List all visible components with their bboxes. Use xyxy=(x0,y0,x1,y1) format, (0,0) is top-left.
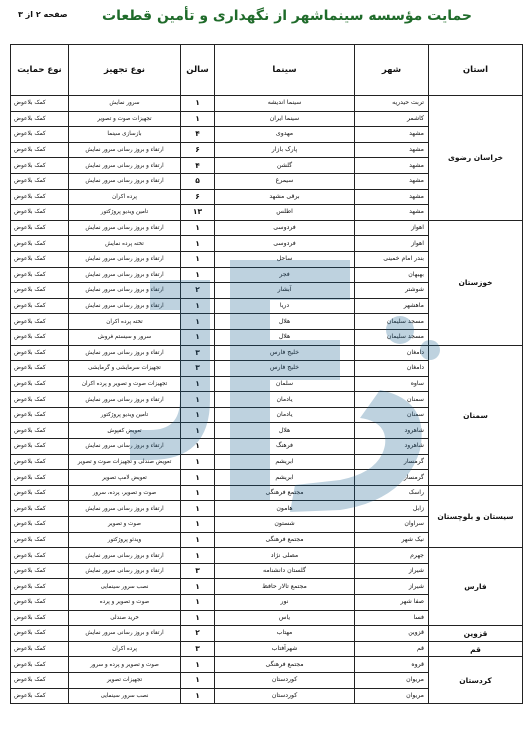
cell-cinema: شستون xyxy=(215,517,355,533)
cell-support: کمک بلاعوض xyxy=(11,345,69,361)
cell-support: کمک بلاعوض xyxy=(11,251,69,267)
cell-halls: ۶ xyxy=(181,142,215,158)
table-row xyxy=(11,641,523,657)
cell-city: سمنان xyxy=(355,407,429,423)
cell-cinema: ابریشم xyxy=(215,470,355,486)
cell-equipment: تعویض صندلی و تجهیزات صوت و تصویر xyxy=(69,454,181,470)
cell-province: سمنان xyxy=(429,345,523,485)
cell-support: کمک بلاعوض xyxy=(11,470,69,486)
cell-equipment: صوت و تصویر و پرده و سرور xyxy=(69,657,181,673)
cell-halls: ۱ xyxy=(181,439,215,455)
cell-support: کمک بلاعوض xyxy=(11,439,69,455)
table-row xyxy=(11,626,523,642)
cell-support: کمک بلاعوض xyxy=(11,142,69,158)
cell-equipment: ارتقاء و بروز رسانی سرور نمایش xyxy=(69,439,181,455)
cell-halls: ۱ xyxy=(181,407,215,423)
cell-halls: ۱ xyxy=(181,595,215,611)
cell-support: کمک بلاعوض xyxy=(11,610,69,626)
cell-halls: ۱۳ xyxy=(181,205,215,221)
cell-equipment: ویدئو پروژکتور xyxy=(69,532,181,548)
cell-halls: ۱ xyxy=(181,376,215,392)
cell-city: راسک xyxy=(355,485,429,501)
cell-support: کمک بلاعوض xyxy=(11,205,69,221)
cell-cinema: شهرآفتاب xyxy=(215,641,355,657)
cell-support: کمک بلاعوض xyxy=(11,657,69,673)
cell-city: سراوان xyxy=(355,517,429,533)
cell-support: کمک بلاعوض xyxy=(11,501,69,517)
cell-equipment: پرده اکران xyxy=(69,189,181,205)
cell-equipment: خرید صندلی xyxy=(69,610,181,626)
cell-halls: ۱ xyxy=(181,454,215,470)
cell-cinema: اطلس xyxy=(215,205,355,221)
cell-support: کمک بلاعوض xyxy=(11,189,69,205)
cell-city: ساوه xyxy=(355,376,429,392)
cell-province: خراسان رضوی xyxy=(429,96,523,221)
cell-equipment: سرور نمایش xyxy=(69,96,181,112)
cell-equipment: تعویض لامپ تصویر xyxy=(69,470,181,486)
page-number-label: صفحه ۲ از ۳ xyxy=(18,10,68,19)
cell-cinema: مجتمع تالار حافظ xyxy=(215,579,355,595)
cell-equipment: تجهیزات تصویر xyxy=(69,672,181,688)
table-row xyxy=(11,548,523,564)
cell-support: کمک بلاعوض xyxy=(11,127,69,143)
cell-equipment: ارتقاء و بروز رسانی سرور نمایش xyxy=(69,251,181,267)
cell-equipment: تعویض کفپوش xyxy=(69,423,181,439)
cell-equipment: صوت و تصویر و پرده xyxy=(69,595,181,611)
cell-cinema: فرهنگ xyxy=(215,439,355,455)
cell-support: کمک بلاعوض xyxy=(11,314,69,330)
cell-halls: ۱ xyxy=(181,688,215,704)
cell-equipment: نصب سرور سینمایی xyxy=(69,688,181,704)
cell-city: شاهرود xyxy=(355,423,429,439)
cell-equipment: تخته پرده نمایش xyxy=(69,236,181,252)
cell-city: فسا xyxy=(355,610,429,626)
cell-halls: ۱ xyxy=(181,392,215,408)
cell-city: قزوین xyxy=(355,626,429,642)
cell-cinema: کوردستان xyxy=(215,688,355,704)
cell-city: مشهد xyxy=(355,205,429,221)
cell-equipment: ارتقاء و بروز رسانی سرور نمایش xyxy=(69,501,181,517)
cell-equipment: ارتقاء و بروز رسانی سرور نمایش xyxy=(69,220,181,236)
cell-halls: ۵ xyxy=(181,173,215,189)
cell-cinema: خلیج فارس xyxy=(215,345,355,361)
table-row xyxy=(11,657,523,673)
cell-support: کمک بلاعوض xyxy=(11,485,69,501)
cell-cinema: مجتمع فرهنگی xyxy=(215,657,355,673)
cell-city: دامغان xyxy=(355,361,429,377)
cell-city: مسجد سلیمان xyxy=(355,329,429,345)
cell-city: مشهد xyxy=(355,127,429,143)
cell-halls: ۱ xyxy=(181,111,215,127)
cell-support: کمک بلاعوض xyxy=(11,407,69,423)
cell-cinema: نور xyxy=(215,595,355,611)
cell-city: شیراز xyxy=(355,579,429,595)
cell-support: کمک بلاعوض xyxy=(11,532,69,548)
cell-halls: ۶ xyxy=(181,189,215,205)
cell-city: مسجد سلیمان xyxy=(355,314,429,330)
cell-city: زابل xyxy=(355,501,429,517)
cinema-support-table xyxy=(10,44,523,704)
cell-halls: ۳ xyxy=(181,641,215,657)
cell-city: بندر امام خمینی xyxy=(355,251,429,267)
cell-support: کمک بلاعوض xyxy=(11,423,69,439)
cell-cinema: سیمرغ xyxy=(215,173,355,189)
table-row xyxy=(11,345,523,361)
cell-province: سیستان و بلوچستان xyxy=(429,485,523,547)
cell-equipment: نصب سرور سینمایی xyxy=(69,579,181,595)
cell-cinema: فجر xyxy=(215,267,355,283)
cell-support: کمک بلاعوض xyxy=(11,688,69,704)
cell-halls: ۱ xyxy=(181,610,215,626)
cell-cinema: گلشن xyxy=(215,158,355,174)
cell-city: شیراز xyxy=(355,563,429,579)
cell-city: مشهد xyxy=(355,142,429,158)
header-cinema: سینما xyxy=(215,45,355,96)
table-header-row xyxy=(11,45,523,96)
cell-province: خوزستان xyxy=(429,220,523,345)
header-halls: سالن xyxy=(181,45,215,96)
table-row xyxy=(11,485,523,501)
cell-cinema: سینما ایران xyxy=(215,111,355,127)
cell-halls: ۲ xyxy=(181,626,215,642)
cell-equipment: ارتقاء و بروز رسانی سرور نمایش xyxy=(69,345,181,361)
cell-halls: ۳ xyxy=(181,361,215,377)
cell-equipment: سرور و سیستم فروش xyxy=(69,329,181,345)
cell-halls: ۱ xyxy=(181,485,215,501)
cell-support: کمک بلاعوض xyxy=(11,283,69,299)
cell-city: اهواز xyxy=(355,236,429,252)
cell-halls: ۱ xyxy=(181,220,215,236)
cell-halls: ۱ xyxy=(181,657,215,673)
cell-city: قروه xyxy=(355,657,429,673)
cell-support: کمک بلاعوض xyxy=(11,361,69,377)
cell-halls: ۱ xyxy=(181,501,215,517)
cell-equipment: ارتقاء و بروز رسانی سرور نمایش xyxy=(69,173,181,189)
cell-city: نیک شهر xyxy=(355,532,429,548)
cell-city: مشهد xyxy=(355,158,429,174)
cell-halls: ۴ xyxy=(181,127,215,143)
cell-cinema: سلمان xyxy=(215,376,355,392)
cell-support: کمک بلاعوض xyxy=(11,329,69,345)
cell-city: مریوان xyxy=(355,688,429,704)
cell-cinema: هلال xyxy=(215,423,355,439)
cell-halls: ۱ xyxy=(181,672,215,688)
cell-equipment: تامین ویدیو پروژکتور xyxy=(69,407,181,423)
page-header xyxy=(0,0,530,44)
cell-equipment: ارتقاء و بروز رسانی سرور نمایش xyxy=(69,626,181,642)
cell-city: سمنان xyxy=(355,392,429,408)
cell-halls: ۱ xyxy=(181,548,215,564)
header-city: شهر xyxy=(355,45,429,96)
cell-support: کمک بلاعوض xyxy=(11,641,69,657)
cell-city: شاهرود xyxy=(355,439,429,455)
cell-support: کمک بلاعوض xyxy=(11,96,69,112)
cell-province: قم xyxy=(429,641,523,657)
cell-support: کمک بلاعوض xyxy=(11,595,69,611)
cell-city: شوشتر xyxy=(355,283,429,299)
cell-equipment: بازسازی سینما xyxy=(69,127,181,143)
cell-halls: ۱ xyxy=(181,470,215,486)
cell-cinema: مصلی نژاد xyxy=(215,548,355,564)
cell-support: کمک بلاعوض xyxy=(11,376,69,392)
cell-support: کمک بلاعوض xyxy=(11,517,69,533)
cell-cinema: هلال xyxy=(215,314,355,330)
cell-city: قم xyxy=(355,641,429,657)
cell-cinema: فردوسی xyxy=(215,220,355,236)
cell-city: کاشمر xyxy=(355,111,429,127)
cell-halls: ۴ xyxy=(181,158,215,174)
cell-halls: ۱ xyxy=(181,532,215,548)
cell-halls: ۱ xyxy=(181,96,215,112)
cell-equipment: ارتقاء و بروز رسانی سرور نمایش xyxy=(69,392,181,408)
table-body xyxy=(11,96,523,704)
cell-city: تربت حیدریه xyxy=(355,96,429,112)
cell-cinema: مجتمع فرهنگی xyxy=(215,532,355,548)
cell-equipment: ارتقاء و بروز رسانی سرور نمایش xyxy=(69,563,181,579)
cell-cinema: گلستان دانشنامه xyxy=(215,563,355,579)
cell-equipment: ارتقاء و بروز رسانی سرور نمایش xyxy=(69,142,181,158)
cell-support: کمک بلاعوض xyxy=(11,563,69,579)
cell-city: اهواز xyxy=(355,220,429,236)
cell-equipment: ارتقاء و بروز رسانی سرور نمایش xyxy=(69,158,181,174)
cell-halls: ۱ xyxy=(181,329,215,345)
cell-halls: ۳ xyxy=(181,563,215,579)
cell-province: فارس xyxy=(429,548,523,626)
cell-support: کمک بلاعوض xyxy=(11,626,69,642)
cell-cinema: خلیج فارس xyxy=(215,361,355,377)
cell-halls: ۱ xyxy=(181,314,215,330)
document-title: حمایت مؤسسه سینماشهر از نگهداری و تأمین قطعات xyxy=(102,8,472,24)
table-row xyxy=(11,220,523,236)
cell-cinema: پارک بازار xyxy=(215,142,355,158)
cell-cinema: سینما اندیشه xyxy=(215,96,355,112)
cell-city: دامغان xyxy=(355,345,429,361)
cell-cinema: مهتاب xyxy=(215,626,355,642)
cell-cinema: دریا xyxy=(215,298,355,314)
cell-halls: ۱ xyxy=(181,267,215,283)
cell-support: کمک بلاعوض xyxy=(11,220,69,236)
cell-cinema: یاس xyxy=(215,610,355,626)
cell-city: گرمسار xyxy=(355,470,429,486)
cell-equipment: ارتقاء و بروز رسانی سرور نمایش xyxy=(69,548,181,564)
cell-cinema: هلال xyxy=(215,329,355,345)
cell-cinema: مهدوی xyxy=(215,127,355,143)
cell-equipment: پرده اکران xyxy=(69,641,181,657)
header-support: نوع حمایت xyxy=(11,45,69,96)
cell-support: کمک بلاعوض xyxy=(11,236,69,252)
cell-equipment: ارتقاء و بروز رسانی سرور نمایش xyxy=(69,283,181,299)
cell-equipment: تجهیزات صوت و تصویر xyxy=(69,111,181,127)
cell-equipment: تامین ویدیو پروژکتور xyxy=(69,205,181,221)
cell-equipment: تخته پرده اکران xyxy=(69,314,181,330)
cell-halls: ۱ xyxy=(181,298,215,314)
cell-cinema: ابریشم xyxy=(215,454,355,470)
cell-cinema: یادمان xyxy=(215,392,355,408)
cell-city: مریوان xyxy=(355,672,429,688)
cell-halls: ۲ xyxy=(181,283,215,299)
cell-support: کمک بلاعوض xyxy=(11,173,69,189)
cell-halls: ۱ xyxy=(181,423,215,439)
cell-equipment: تجهیزات صوت و تصویر و پرده اکران xyxy=(69,376,181,392)
cell-support: کمک بلاعوض xyxy=(11,454,69,470)
cell-equipment: صوت و تصویر xyxy=(69,517,181,533)
cell-city: صفا شهر xyxy=(355,595,429,611)
cell-city: گرمسار xyxy=(355,454,429,470)
cell-cinema: یادمان xyxy=(215,407,355,423)
cell-support: کمک بلاعوض xyxy=(11,392,69,408)
cell-equipment: ارتقاء و بروز رسانی سرور نمایش xyxy=(69,267,181,283)
cell-support: کمک بلاعوض xyxy=(11,672,69,688)
header-equipment: نوع تجهیز xyxy=(69,45,181,96)
cell-cinema: برقی مشهد xyxy=(215,189,355,205)
cell-cinema: فردوسی xyxy=(215,236,355,252)
cell-province: قزوین xyxy=(429,626,523,642)
cell-support: کمک بلاعوض xyxy=(11,111,69,127)
cell-city: جهرم xyxy=(355,548,429,564)
cell-cinema: ساحل xyxy=(215,251,355,267)
cell-halls: ۳ xyxy=(181,345,215,361)
cell-cinema: کوردستان xyxy=(215,672,355,688)
cell-halls: ۱ xyxy=(181,236,215,252)
cell-equipment: تجهیزات سرمایشی و گرمایشی xyxy=(69,361,181,377)
cell-city: مشهد xyxy=(355,173,429,189)
table-row xyxy=(11,96,523,112)
cell-halls: ۱ xyxy=(181,579,215,595)
header-province: استان xyxy=(429,45,523,96)
cell-province: کردستان xyxy=(429,657,523,704)
cell-cinema: آبشار xyxy=(215,283,355,299)
cell-support: کمک بلاعوض xyxy=(11,267,69,283)
cell-halls: ۱ xyxy=(181,517,215,533)
cell-support: کمک بلاعوض xyxy=(11,548,69,564)
cell-cinema: مجتمع فرهنگی xyxy=(215,485,355,501)
cell-city: مشهد xyxy=(355,189,429,205)
cell-city: بهبهان xyxy=(355,267,429,283)
cell-equipment: ارتقاء و بروز رسانی سرور نمایش xyxy=(69,298,181,314)
cell-support: کمک بلاعوض xyxy=(11,579,69,595)
cell-cinema: هامون xyxy=(215,501,355,517)
cell-city: ماهشهر xyxy=(355,298,429,314)
cell-support: کمک بلاعوض xyxy=(11,298,69,314)
cell-support: کمک بلاعوض xyxy=(11,158,69,174)
cell-halls: ۱ xyxy=(181,251,215,267)
cell-equipment: صوت و تصویر، پرده، سرور xyxy=(69,485,181,501)
